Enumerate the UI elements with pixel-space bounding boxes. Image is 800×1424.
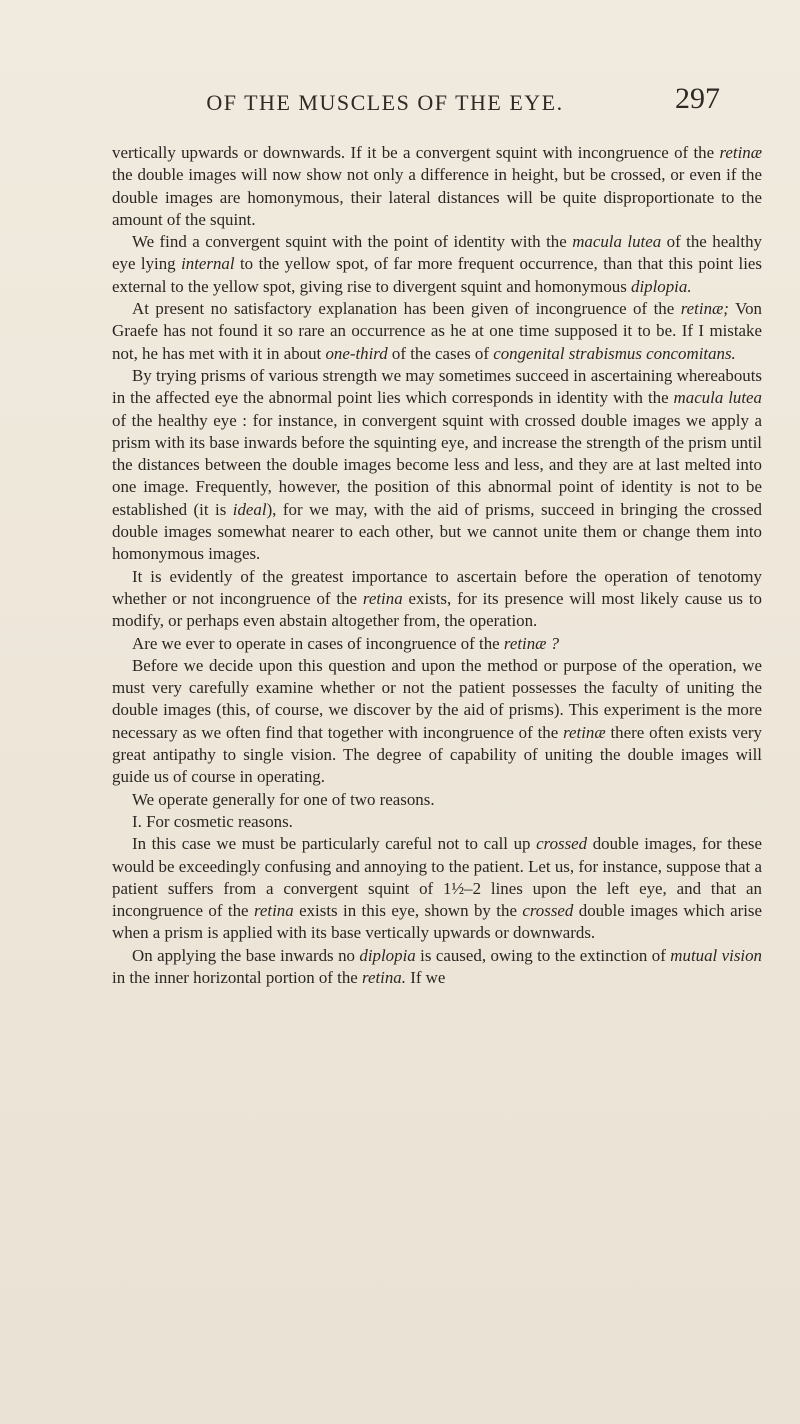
text-run: of the cases of — [387, 343, 494, 363]
text-run: By trying prisms of various strength we may sometimes succeed in ascertaining whereabouts in the affected eye the abnormal point lies which corresponds in identity with the — [112, 365, 762, 408]
paragraph — [112, 298, 762, 365]
italic-text: retinæ; — [680, 299, 729, 319]
text-run: On applying the base inwards no — [132, 945, 360, 965]
text-run: there often exists very great antipathy to single vision. The degree of capability of uniting the double images will guide us of course in operating. — [112, 722, 762, 787]
text-run: Von Graefe has not found it so rare an occurrence as he at one time supposed it to be. If I mistake not, he has met with it in about — [112, 299, 762, 363]
paragraph — [112, 566, 762, 633]
italic-text: retina — [253, 901, 294, 921]
italic-text: crossed — [522, 901, 574, 921]
text-run: Are we ever to operate in cases of incongruence of the — [132, 633, 504, 653]
page-number: 297 — [675, 82, 720, 115]
italic-text: retina. — [362, 967, 406, 987]
text-run: of the healthy eye lying — [112, 232, 762, 274]
body-text — [112, 142, 762, 989]
paragraph — [112, 789, 762, 811]
running-title: OF THE MUSCLES OF THE EYE. — [206, 90, 564, 115]
italic-text: ideal — [232, 499, 267, 519]
italic-text: retina — [362, 588, 403, 608]
text-run: Before we decide upon this question and upon the method or purpose of the operation, we must very carefully examine whether or not the patient possesses the faculty of uniting the double images (this, of course, we discover by the aid of prisms). This experiment is the more necessary as we often find that together with incongruence of the — [112, 655, 762, 742]
italic-text: crossed — [536, 834, 588, 854]
text-run: I. For cosmetic reasons. — [132, 811, 293, 831]
text-run: If we — [405, 967, 446, 987]
text-run: is caused, owing to the extinction of — [415, 945, 671, 965]
text-run: We find a convergent squint with the point of identity with the — [132, 232, 573, 252]
text-run: double images, for these would be exceedingly confusing and annoying to the patient. Let us, for instance, suppose that a patient suffers from a convergent squint of 1½–2 lines upon the left eye, and that an incongruence of the — [112, 834, 763, 921]
italic-text: congenital strabismus concomitans. — [493, 343, 736, 363]
italic-text: retinæ — [719, 143, 762, 162]
text-run: the double images will now show not only a difference in height, but be crossed, or even if the double images are homonymous, their lateral distances will be quite disproportionate to the amount of the squint. — [112, 165, 762, 229]
italic-text: diplopia. — [631, 276, 692, 296]
paragraph — [112, 231, 762, 298]
text-run: exists, for its presence will most likely cause us to modify, or perhaps even abstain altogether from, the operation. — [112, 588, 762, 631]
paragraph — [112, 142, 762, 231]
italic-text: retinæ ? — [503, 633, 560, 653]
paragraph — [112, 811, 762, 833]
italic-text: retinæ — [563, 722, 606, 742]
italic-text: internal — [181, 254, 235, 274]
text-run: It is evidently of the greatest importance to ascertain before the operation of tenotomy whether or not incongruence of the — [112, 566, 762, 608]
italic-text: diplopia — [359, 945, 416, 965]
paragraph — [112, 945, 762, 990]
paragraph — [112, 633, 762, 655]
text-run: to the yellow spot, of far more frequent occurrence, than that this point lies external to the yellow spot, giving rise to divergent squint and homonymous — [112, 254, 762, 296]
text-run: We operate generally for one of two reasons. — [132, 789, 435, 809]
running-head — [60, 82, 720, 120]
paragraph — [112, 365, 762, 566]
text-run: double images which arise when a prism is applied with its base vertically upwards or downwards. — [112, 901, 762, 943]
text-run: in the inner horizontal portion of the — [112, 967, 363, 987]
text-run: At present no satisfactory explanation has been given of incongruence of the — [132, 299, 681, 319]
text-run: exists in this eye, shown by the — [293, 901, 523, 921]
paragraph — [112, 833, 762, 944]
italic-text: macula lutea — [572, 232, 662, 252]
italic-text: one-third — [325, 343, 388, 363]
italic-text: macula lutea — [673, 388, 762, 408]
text-run: of the healthy eye : for instance, in convergent squint with crossed double images we apply a prism with its base inwards before the squinting eye, and increase the strength of the prism until the distances between the double images become less and less, and they are at last melted into one image. Frequently, however, the position of this abnormal point of identity is not to be established (it is — [112, 410, 762, 519]
paragraph — [112, 655, 762, 789]
text-run: In this case we must be particularly careful not to call up — [132, 834, 537, 854]
text-run: ), for we may, with the aid of prisms, succeed in bringing the crossed double images somewhat nearer to each other, but we cannot unite them or change them into homonymous images. — [112, 499, 763, 564]
italic-text: mutual vision — [670, 945, 763, 965]
text-run: vertically upwards or downwards. If it be a convergent squint with incongruence of the — [112, 143, 720, 162]
